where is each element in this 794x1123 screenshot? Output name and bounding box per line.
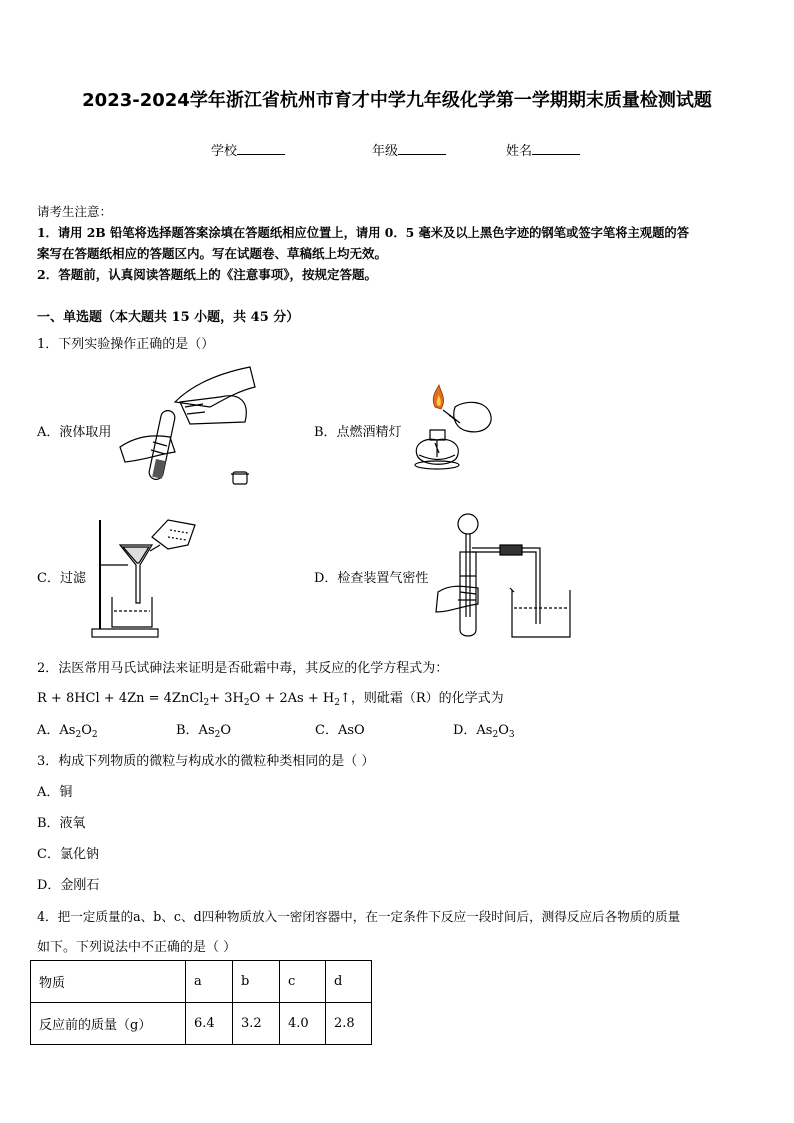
school-label: 学校 bbox=[211, 144, 238, 159]
opt-text: O bbox=[498, 723, 509, 738]
table-row bbox=[31, 961, 372, 1003]
opt-sub: 2 bbox=[75, 730, 82, 740]
q2-option-b bbox=[176, 719, 231, 738]
eq-part: O + 2As + H bbox=[249, 691, 335, 706]
q3-option-a: A．铜 bbox=[37, 785, 73, 800]
name-label: 姓名 bbox=[506, 144, 533, 159]
q2-option-c: C．AsO bbox=[315, 723, 365, 738]
table-cell: d bbox=[326, 961, 372, 1003]
eq-sub: 2 bbox=[203, 698, 210, 708]
notice-heading: 请考生注意： bbox=[37, 204, 113, 219]
table-cell: 物质 bbox=[31, 961, 186, 1003]
eq-part: + 3H bbox=[209, 691, 244, 706]
eq-part: R + 8HCl + 4Zn = 4ZnCl bbox=[37, 691, 204, 706]
eq-sub: 2 bbox=[243, 698, 250, 708]
notice-line-1b: 案写在答题纸相应的答题区内。写在试题卷、草稿纸上均无效。 bbox=[37, 246, 388, 261]
filtration-illustration bbox=[90, 515, 200, 640]
name-blank[interactable] bbox=[532, 142, 580, 155]
q1-stem: 1．下列实验操作正确的是（） bbox=[37, 337, 215, 352]
airtightness-check-illustration bbox=[430, 512, 580, 642]
table-cell: c bbox=[280, 961, 326, 1003]
alcohol-lamp-illustration bbox=[405, 385, 500, 480]
opt-text: O bbox=[220, 723, 232, 738]
table-cell: a bbox=[186, 961, 233, 1003]
school-field bbox=[211, 140, 285, 159]
table-cell: 2.8 bbox=[326, 1003, 372, 1045]
q4-data-table bbox=[30, 960, 372, 1045]
opt-sub: 3 bbox=[508, 730, 515, 740]
opt-sub: 2 bbox=[91, 730, 98, 740]
q1-option-b: B．点燃酒精灯 bbox=[314, 425, 402, 440]
grade-field bbox=[372, 140, 446, 159]
q4-stem-2: 如下。下列说法中不正确的是（ ） bbox=[37, 940, 237, 955]
q3-option-d: D．金刚石 bbox=[37, 878, 100, 893]
school-blank[interactable] bbox=[237, 142, 285, 155]
q1-option-a: A．液体取用 bbox=[37, 425, 112, 440]
grade-label: 年级 bbox=[372, 144, 399, 159]
table-cell: 4.0 bbox=[280, 1003, 326, 1045]
grade-blank[interactable] bbox=[398, 142, 446, 155]
table-cell: 反应前的质量（g） bbox=[31, 1003, 186, 1045]
opt-text: D．As bbox=[453, 723, 493, 738]
table-cell: b bbox=[233, 961, 280, 1003]
opt-text: O bbox=[81, 723, 92, 738]
notice-line-1a: 1．请用 2B 铅笔将选择题答案涂填在答题纸相应位置上，请用 0．5 毫米及以上黑色字迹的钢笔或签字笔将主观题的答 bbox=[37, 225, 689, 240]
eq-part: ↑，则砒霜（R）的化学式为 bbox=[339, 691, 504, 706]
q3-stem: 3．构成下列物质的微粒与构成水的微粒种类相同的是（ ） bbox=[37, 754, 375, 769]
q1-option-d: D．检查装置气密性 bbox=[314, 571, 429, 586]
q2-option-a bbox=[37, 719, 98, 738]
name-field bbox=[506, 140, 580, 159]
table-row bbox=[31, 1003, 372, 1045]
notice-line-2: 2．答题前，认真阅读答题纸上的《注意事项》，按规定答题。 bbox=[37, 267, 377, 282]
liquid-pouring-illustration bbox=[115, 362, 265, 492]
q4-stem-1: 4．把一定质量的a、b、c、d四种物质放入一密闭容器中，在一定条件下反应一段时间后，测得反应后各物质的质量 bbox=[37, 909, 681, 924]
section-heading: 一、单选题（本大题共 15 小题，共 45 分） bbox=[37, 310, 300, 325]
q2-option-d bbox=[453, 719, 515, 738]
q3-option-b: B．液氧 bbox=[37, 816, 86, 831]
opt-text: B．As bbox=[176, 723, 215, 738]
q1-option-c: C．过滤 bbox=[37, 571, 86, 586]
table-cell: 3.2 bbox=[233, 1003, 280, 1045]
page-title: 2023-2024学年浙江省杭州市育才中学九年级化学第一学期期末质量检测试题 bbox=[82, 90, 712, 111]
q2-equation bbox=[37, 687, 504, 706]
opt-text: A．As bbox=[37, 723, 76, 738]
opt-sub: 2 bbox=[492, 730, 499, 740]
q3-option-c: C．氯化钠 bbox=[37, 847, 99, 862]
opt-sub: 2 bbox=[214, 730, 221, 740]
eq-sub: 2 bbox=[334, 698, 340, 708]
q2-stem: 2．法医常用马氏试砷法来证明是否砒霜中毒，其反应的化学方程式为： bbox=[37, 661, 449, 676]
table-cell: 6.4 bbox=[186, 1003, 233, 1045]
